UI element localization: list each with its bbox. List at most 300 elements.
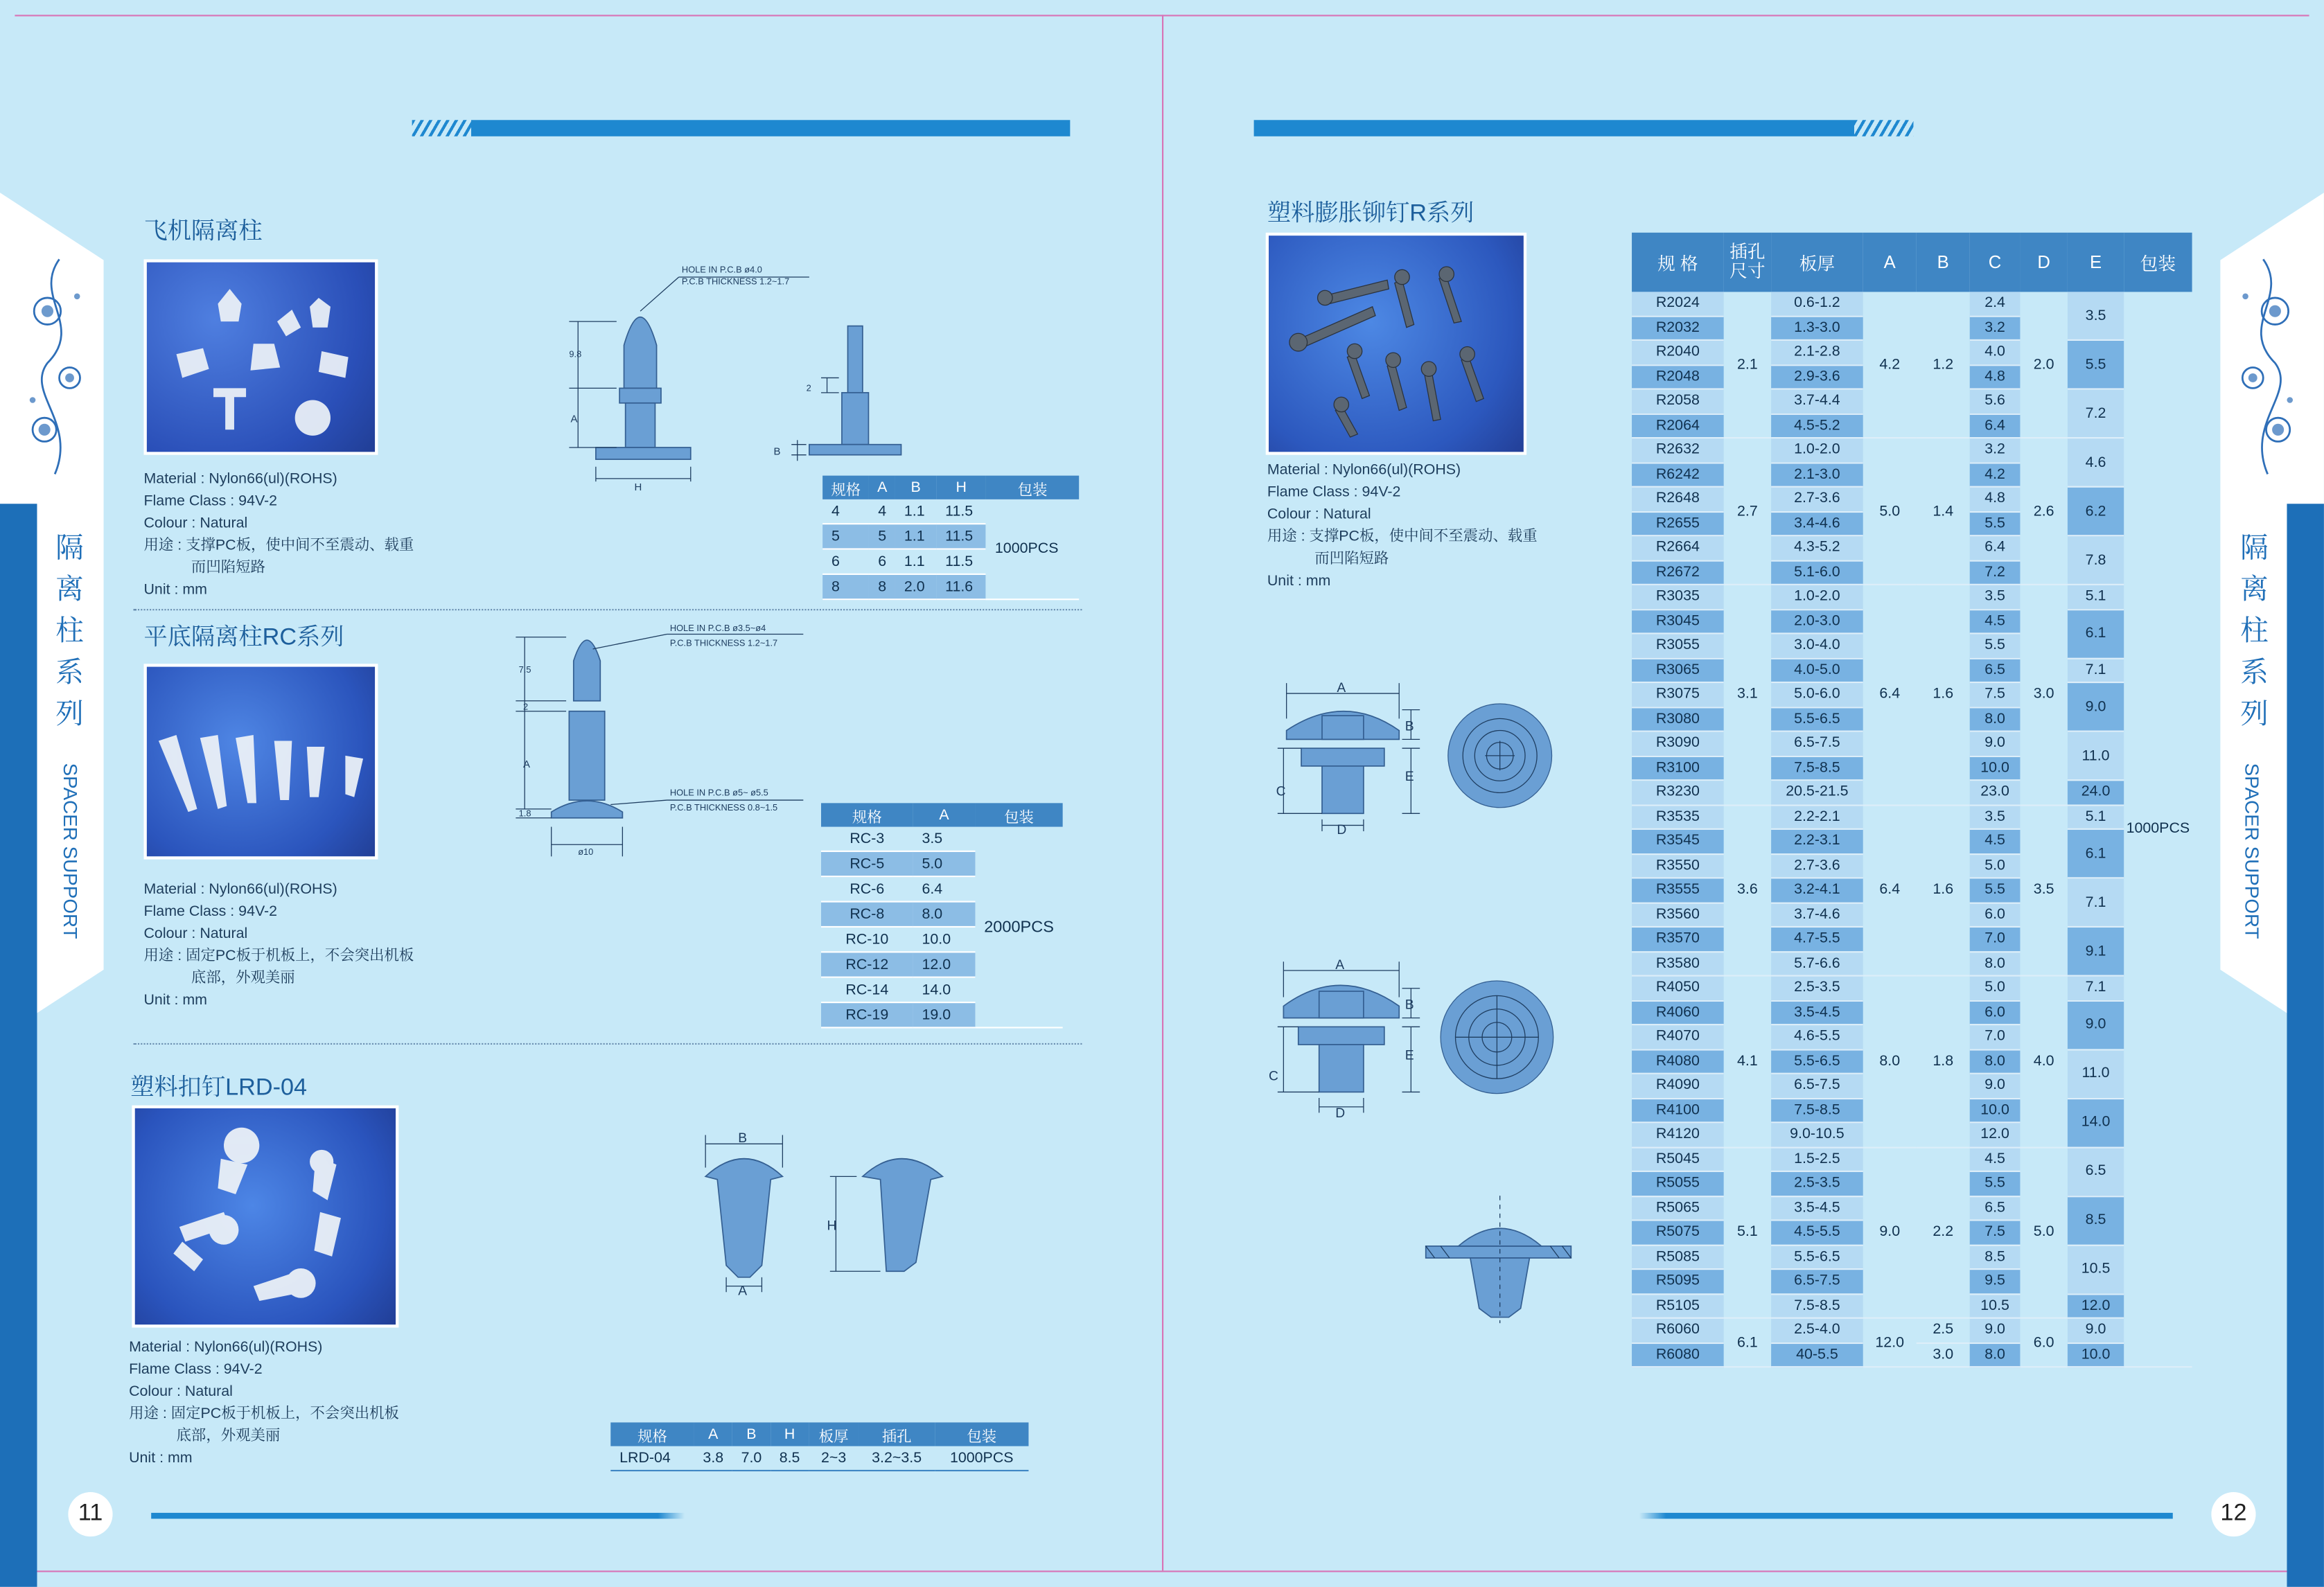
- e-cell: 7.1: [2068, 976, 2124, 1000]
- left-side-title-cn: 隔 离 柱 系 列: [55, 531, 84, 731]
- c-cell: 10.5: [1970, 1293, 2021, 1318]
- hole-size-cell: 2.7: [1724, 438, 1771, 585]
- rivet-code-cell: R3080: [1632, 707, 1724, 731]
- d-cell: 3.5: [2020, 804, 2067, 975]
- e-cell: 5.1: [2068, 804, 2124, 828]
- rivet-code-cell: R3545: [1632, 829, 1724, 853]
- e-cell: 11.0: [2068, 1049, 2124, 1098]
- rivet-code-cell: R6080: [1632, 1342, 1724, 1367]
- e-cell: 14.0: [2068, 1098, 2124, 1147]
- label-c: C: [1268, 1069, 1278, 1084]
- cell: 11.6: [936, 574, 986, 599]
- rivet-code-cell: R2058: [1632, 389, 1724, 413]
- d-cell: 4.0: [2020, 976, 2067, 1147]
- label-d: D: [1337, 823, 1347, 837]
- spec-list-lrd04: Material : Nylon66(ul)(ROHS) Flame Class : 94V-2 Colour : Natural 用途 : 固定PC板于机板上，不会突出机板 底部，外观美丽 Unit : mm: [129, 1339, 399, 1467]
- table-row: [1632, 804, 2192, 828]
- e-cell: 6.1: [2068, 829, 2124, 878]
- cell: RC-12: [821, 952, 913, 977]
- thickness-cell: 2.2-3.1: [1771, 829, 1863, 853]
- cell: 2~3: [809, 1446, 859, 1471]
- rivet-code-cell: R3045: [1632, 609, 1724, 633]
- th-a: A: [1863, 233, 1917, 292]
- cell: 3.2~3.5: [859, 1446, 935, 1471]
- table-row: [610, 1446, 1028, 1471]
- label-b: B: [1405, 719, 1414, 734]
- cell: 6.4: [913, 876, 976, 901]
- thickness-cell: 2.1-2.8: [1771, 340, 1863, 364]
- drawing-rivet-installed: [1420, 1193, 1583, 1327]
- table-row: [1632, 1318, 2192, 1342]
- c-cell: 5.5: [1970, 633, 2021, 657]
- c-cell: 7.0: [1970, 1025, 2021, 1049]
- c-cell: 6.0: [1970, 903, 2021, 927]
- label-dim-h: H: [634, 481, 642, 494]
- cell: LRD-04: [610, 1446, 694, 1471]
- rivet-code-cell: R5065: [1632, 1196, 1724, 1220]
- table-row: [1632, 585, 2192, 609]
- section-title-airplane-spacer: 飞机隔离柱: [143, 219, 263, 245]
- label-thickness-2: P.C.B THICKNESS 0.8~1.5: [669, 802, 778, 813]
- c-cell: 9.0: [1970, 1074, 2021, 1098]
- rivet-code-cell: R2032: [1632, 316, 1724, 340]
- rivet-code-cell: R4090: [1632, 1074, 1724, 1098]
- top-band-left: [412, 120, 1071, 136]
- rivet-code-cell: R4100: [1632, 1098, 1724, 1122]
- th-b: B: [895, 476, 936, 499]
- c-cell: 4.8: [1970, 487, 2021, 511]
- a-cell: 8.0: [1863, 976, 1917, 1147]
- b-cell: 1.6: [1917, 804, 1970, 975]
- cell: 12.0: [913, 952, 976, 977]
- table-row: [821, 827, 1063, 851]
- cell: 8.5: [771, 1446, 809, 1471]
- drawing-rivet-variant-2: [1262, 952, 1559, 1123]
- thickness-cell: 7.5-8.5: [1771, 1098, 1863, 1122]
- cell: 1000PCS: [935, 1446, 1028, 1471]
- a-cell: 9.0: [1863, 1147, 1917, 1318]
- d-cell: 2.0: [2020, 292, 2067, 438]
- hole-size-cell: 5.1: [1724, 1147, 1771, 1318]
- thickness-cell: 4.3-5.2: [1771, 535, 1863, 560]
- th-b: B: [1917, 233, 1970, 292]
- c-cell: 5.5: [1970, 1171, 2021, 1196]
- th-pack: 包装: [935, 1422, 1028, 1446]
- th-a: A: [913, 803, 976, 826]
- rivet-code-cell: R2040: [1632, 340, 1724, 364]
- label-dim-a: A: [570, 413, 578, 425]
- section-title-rivet-r-series: 塑料膨胀铆钉R系列: [1267, 201, 1474, 227]
- label-thickness: P.C.B THICKNESS 1.2~1.7: [681, 276, 790, 287]
- cell: RC-3: [821, 827, 913, 851]
- th-hole: 插孔: [859, 1422, 935, 1446]
- label-e: E: [1405, 1048, 1414, 1063]
- c-cell: 9.0: [1970, 732, 2021, 756]
- e-cell: 9.0: [2068, 1000, 2124, 1049]
- th-d: D: [2020, 233, 2067, 292]
- rivet-code-cell: R2632: [1632, 438, 1724, 462]
- thickness-cell: 1.5-2.5: [1771, 1147, 1863, 1171]
- cell: 5.0: [913, 851, 976, 876]
- thickness-cell: 4.5-5.2: [1771, 414, 1863, 438]
- rivet-code-cell: R2672: [1632, 560, 1724, 585]
- rivet-code-cell: R3535: [1632, 804, 1724, 828]
- spec-table-lrd04: [610, 1422, 1028, 1471]
- thickness-cell: 3.0-4.0: [1771, 633, 1863, 657]
- label-dim-dia10: ø10: [578, 846, 594, 858]
- label-dim-7-5: 7.5: [518, 664, 531, 675]
- cell: 19.0: [913, 1002, 976, 1027]
- pack-cell: 1000PCS: [986, 499, 1079, 599]
- d-cell: 2.6: [2020, 438, 2067, 585]
- cell: 3.5: [913, 827, 976, 851]
- cell: 1.1: [895, 524, 936, 549]
- label-hole-1: HOLE IN P.C.B ø3.5~ø4: [669, 623, 766, 634]
- cell: 8.0: [913, 902, 976, 927]
- d-cell: 5.0: [2020, 1147, 2067, 1318]
- cell: 14.0: [913, 977, 976, 1002]
- a-cell: 6.4: [1863, 585, 1917, 805]
- cell: RC-10: [821, 927, 913, 952]
- th-a: A: [694, 1422, 732, 1446]
- thickness-cell: 0.6-1.2: [1771, 292, 1863, 315]
- c-cell: 5.0: [1970, 976, 2021, 1000]
- label-b: B: [1405, 998, 1414, 1013]
- cell: 11.5: [936, 549, 986, 574]
- thickness-cell: 3.7-4.4: [1771, 389, 1863, 413]
- c-cell: 9.5: [1970, 1269, 2021, 1293]
- th-pack: 包装: [986, 476, 1079, 499]
- th-b: B: [732, 1422, 771, 1446]
- rivet-code-cell: R3560: [1632, 903, 1724, 927]
- rivet-code-cell: R3580: [1632, 951, 1724, 975]
- section-divider-2: [134, 1043, 1082, 1045]
- rivet-code-cell: R3055: [1632, 633, 1724, 657]
- cell: RC-6: [821, 876, 913, 901]
- th-pack: 包装: [2124, 233, 2192, 292]
- left-side-blue-strip: [0, 504, 37, 1587]
- th-spec: 规 格: [1632, 233, 1724, 292]
- cell: 8: [869, 574, 895, 599]
- hole-size-cell: 6.1: [1724, 1318, 1771, 1367]
- thickness-cell: 3.4-4.6: [1771, 511, 1863, 535]
- cell: 1.1: [895, 499, 936, 524]
- thickness-cell: 5.0-6.0: [1771, 682, 1863, 707]
- rivet-code-cell: R3100: [1632, 756, 1724, 780]
- thickness-cell: 4.7-5.5: [1771, 927, 1863, 951]
- rivet-code-cell: R4120: [1632, 1122, 1724, 1146]
- rivet-code-cell: R3570: [1632, 927, 1724, 951]
- hole-size-cell: 3.1: [1724, 585, 1771, 805]
- label-dim-2: 2: [806, 382, 811, 393]
- cell: 7.0: [732, 1446, 771, 1471]
- d-cell: 6.0: [2020, 1318, 2067, 1367]
- rivet-code-cell: R3555: [1632, 878, 1724, 902]
- e-cell: 9.1: [2068, 927, 2124, 976]
- e-cell: 7.8: [2068, 535, 2124, 585]
- rivet-code-cell: R4070: [1632, 1025, 1724, 1049]
- c-cell: 5.6: [1970, 389, 2021, 413]
- cell: 2.0: [895, 574, 936, 599]
- th-e: E: [2068, 233, 2124, 292]
- rivet-code-cell: R4050: [1632, 976, 1724, 1000]
- thickness-cell: 3.7-4.6: [1771, 903, 1863, 927]
- cell: 8: [822, 574, 869, 599]
- b-cell: 2.2: [1917, 1147, 1970, 1318]
- section-title-lrd04: 塑料扣钉LRD-04: [130, 1075, 308, 1101]
- drawing-airplane-spacer: [557, 259, 913, 496]
- top-band-right: [1254, 120, 1914, 136]
- table-row: [1632, 292, 2192, 315]
- label-a: A: [1335, 957, 1345, 973]
- b-cell: 1.6: [1917, 585, 1970, 805]
- label-hole: HOLE IN P.C.B ø4.0: [681, 264, 762, 275]
- c-cell: 3.2: [1970, 438, 2021, 462]
- c-cell: 7.0: [1970, 927, 2021, 951]
- thickness-cell: 2.5-3.5: [1771, 1171, 1863, 1196]
- spec-table-rivet-r-series: [1632, 233, 2192, 1367]
- thickness-cell: 1.0-2.0: [1771, 438, 1863, 462]
- c-cell: 6.5: [1970, 658, 2021, 682]
- c-cell: 8.0: [1970, 1049, 2021, 1073]
- th-thickness: 板厚: [809, 1422, 859, 1446]
- cell: 5: [869, 524, 895, 549]
- c-cell: 4.5: [1970, 1147, 2021, 1171]
- thickness-cell: 2.9-3.6: [1771, 364, 1863, 389]
- cell: RC-5: [821, 851, 913, 876]
- rivet-code-cell: R2064: [1632, 414, 1724, 438]
- cell: 4: [822, 499, 869, 524]
- cell: RC-19: [821, 1002, 913, 1027]
- table-row: [1632, 976, 2192, 1000]
- thickness-cell: 5.5-6.5: [1771, 1049, 1863, 1073]
- left-side-title-en: SPACER SUPPORT: [59, 763, 82, 939]
- thickness-cell: 7.5-8.5: [1771, 756, 1863, 780]
- e-cell: 3.5: [2068, 292, 2124, 340]
- table-row: [1632, 438, 2192, 462]
- cell: 6: [822, 549, 869, 574]
- rivet-code-cell: R6242: [1632, 462, 1724, 486]
- thickness-cell: 5.7-6.6: [1771, 951, 1863, 975]
- c-cell: 8.0: [1970, 707, 2021, 731]
- thickness-cell: 2.5-3.5: [1771, 976, 1863, 1000]
- rivet-code-cell: R4080: [1632, 1049, 1724, 1073]
- page-number-left: 11: [68, 1492, 112, 1536]
- c-cell: 4.8: [1970, 364, 2021, 389]
- rivet-code-cell: R2024: [1632, 292, 1724, 315]
- thickness-cell: 3.5-4.5: [1771, 1196, 1863, 1220]
- thickness-cell: 5.5-6.5: [1771, 1245, 1863, 1269]
- th-spec: 规格: [821, 803, 913, 826]
- section-title-rc-spacer: 平底隔离柱RC系列: [143, 625, 344, 651]
- thickness-cell: 5.1-6.0: [1771, 560, 1863, 585]
- rivet-code-cell: R3065: [1632, 658, 1724, 682]
- rivet-code-cell: R5105: [1632, 1293, 1724, 1318]
- right-side-blue-strip: [2287, 504, 2323, 1587]
- thickness-cell: 6.5-7.5: [1771, 1269, 1863, 1293]
- page-number-right: 12: [2211, 1492, 2255, 1536]
- rivet-code-cell: R2048: [1632, 364, 1724, 389]
- e-cell: 7.1: [2068, 878, 2124, 927]
- rivet-code-cell: R2664: [1632, 535, 1724, 560]
- e-cell: 8.5: [2068, 1196, 2124, 1245]
- table-row: [1632, 1147, 2192, 1171]
- hole-size-cell: 2.1: [1724, 292, 1771, 438]
- label-a: A: [738, 1284, 748, 1299]
- c-cell: 6.4: [1970, 535, 2021, 560]
- th-pack: 包装: [975, 803, 1062, 826]
- thickness-cell: 4.6-5.5: [1771, 1025, 1863, 1049]
- e-cell: 11.0: [2068, 732, 2124, 781]
- right-side-title-cn: 隔 离 柱 系 列: [2240, 531, 2269, 731]
- c-cell: 8.5: [1970, 1245, 2021, 1269]
- thickness-cell: 2.5-4.0: [1771, 1318, 1863, 1342]
- table-row: [822, 499, 1079, 524]
- floral-ornament-right: [2224, 252, 2305, 489]
- footer-bar-right: [1639, 1513, 2173, 1519]
- rivet-code-cell: R3230: [1632, 780, 1724, 804]
- thickness-cell: 20.5-21.5: [1771, 780, 1863, 804]
- e-cell: 7.1: [2068, 658, 2124, 682]
- center-fold-line: [1162, 15, 1163, 1570]
- label-b: B: [738, 1131, 748, 1146]
- floral-ornament-left: [18, 252, 100, 489]
- thickness-cell: 3.5-4.5: [1771, 1000, 1863, 1025]
- label-thickness-1: P.C.B THICKNESS 1.2~1.7: [669, 637, 778, 648]
- thickness-cell: 6.5-7.5: [1771, 1074, 1863, 1098]
- th-spec: 规格: [822, 476, 869, 499]
- c-cell: 3.5: [1970, 804, 2021, 828]
- cell: 5: [822, 524, 869, 549]
- c-cell: 6.5: [1970, 1196, 2021, 1220]
- label-hole-2: HOLE IN P.C.B ø5~ ø5.5: [669, 787, 768, 798]
- c-cell: 2.4: [1970, 292, 2021, 315]
- rivet-code-cell: R3550: [1632, 853, 1724, 878]
- th-a: A: [869, 476, 895, 499]
- label-d: D: [1335, 1106, 1346, 1121]
- label-a: A: [1337, 680, 1346, 695]
- label-dim-9-8: 9.8: [569, 348, 582, 360]
- cell: 4: [869, 499, 895, 524]
- e-cell: 5.1: [2068, 585, 2124, 609]
- product-photo-airplane-spacer: [143, 259, 378, 454]
- thickness-cell: 4.5-5.5: [1771, 1220, 1863, 1244]
- thickness-cell: 2.7-3.6: [1771, 853, 1863, 878]
- spec-list-rc-spacer: Material : Nylon66(ul)(ROHS) Flame Class : 94V-2 Colour : Natural 用途 : 固定PC板于机板上，不会突出机板 底部，外观美丽 Unit : mm: [143, 881, 414, 1009]
- e-cell: 5.5: [2068, 340, 2124, 389]
- thickness-cell: 3.2-4.1: [1771, 878, 1863, 902]
- cell: 10.0: [913, 927, 976, 952]
- b-cell: 1.2: [1917, 292, 1970, 438]
- c-cell: 3.5: [1970, 585, 2021, 609]
- label-dim-a: A: [523, 759, 531, 771]
- thickness-cell: 6.5-7.5: [1771, 732, 1863, 756]
- e-cell: 24.0: [2068, 780, 2124, 804]
- thickness-cell: 2.0-3.0: [1771, 609, 1863, 633]
- c-cell: 4.2: [1970, 462, 2021, 486]
- a-cell: 6.4: [1863, 804, 1917, 975]
- thickness-cell: 9.0-10.5: [1771, 1122, 1863, 1146]
- cell: RC-14: [821, 977, 913, 1002]
- cell: 11.5: [936, 524, 986, 549]
- c-cell: 8.0: [1970, 1342, 2021, 1367]
- drawing-rivet-variant-1: [1262, 674, 1559, 837]
- rivet-code-cell: R4060: [1632, 1000, 1724, 1025]
- th-c: C: [1970, 233, 2021, 292]
- d-cell: 3.0: [2020, 585, 2067, 805]
- thickness-cell: 2.7-3.6: [1771, 487, 1863, 511]
- c-cell: 3.2: [1970, 316, 2021, 340]
- c-cell: 9.0: [1970, 1318, 2021, 1342]
- th-spec: 规格: [610, 1422, 694, 1446]
- pack-cell: 1000PCS: [2124, 292, 2192, 1367]
- rivet-code-cell: R3090: [1632, 732, 1724, 756]
- c-cell: 6.4: [1970, 414, 2021, 438]
- th-thickness: 板厚: [1771, 233, 1863, 292]
- drawing-lrd04: [694, 1129, 990, 1300]
- c-cell: 8.0: [1970, 951, 2021, 975]
- c-cell: 12.0: [1970, 1122, 2021, 1146]
- label-h: H: [827, 1218, 837, 1234]
- thickness-cell: 1.0-2.0: [1771, 585, 1863, 609]
- product-photo-lrd04: [132, 1106, 398, 1328]
- thickness-cell: 40-5.5: [1771, 1342, 1863, 1367]
- th-hole-size: 插孔尺寸: [1724, 233, 1771, 292]
- rivet-code-cell: R5095: [1632, 1269, 1724, 1293]
- a-cell: 4.2: [1863, 292, 1917, 438]
- cell: 1.1: [895, 549, 936, 574]
- c-cell: 10.0: [1970, 756, 2021, 780]
- c-cell: 4.5: [1970, 829, 2021, 853]
- hole-size-cell: 3.6: [1724, 804, 1771, 975]
- rivet-code-cell: R2655: [1632, 511, 1724, 535]
- spec-table-rc-spacer: [821, 803, 1063, 1028]
- e-cell: 6.2: [2068, 487, 2124, 536]
- label-e: E: [1405, 770, 1414, 785]
- right-side-title-en: SPACER SUPPORT: [2241, 763, 2264, 939]
- product-photo-rc-spacer: [143, 664, 378, 859]
- e-cell: 9.0: [2068, 682, 2124, 732]
- label-c: C: [1276, 784, 1286, 799]
- rivet-code-cell: R5045: [1632, 1147, 1724, 1171]
- drawing-rc-spacer: [507, 619, 818, 864]
- thickness-cell: 2.2-2.1: [1771, 804, 1863, 828]
- c-cell: 4.5: [1970, 609, 2021, 633]
- e-cell: 12.0: [2068, 1293, 2124, 1318]
- e-cell: 6.5: [2068, 1147, 2124, 1196]
- hole-size-cell: 4.1: [1724, 976, 1771, 1147]
- section-divider-1: [134, 609, 1082, 610]
- b-cell: 3.0: [1917, 1342, 1970, 1367]
- pack-cell: 2000PCS: [975, 827, 1062, 1028]
- e-cell: 6.1: [2068, 609, 2124, 658]
- label-dim-2: 2: [523, 701, 529, 712]
- thickness-cell: 4.0-5.0: [1771, 658, 1863, 682]
- cell: 11.5: [936, 499, 986, 524]
- th-h: H: [771, 1422, 809, 1446]
- e-cell: 10.5: [2068, 1245, 2124, 1294]
- c-cell: 7.2: [1970, 560, 2021, 585]
- cell: 6: [869, 549, 895, 574]
- th-h: H: [936, 476, 986, 499]
- c-cell: 5.0: [1970, 853, 2021, 878]
- spec-table-airplane-spacer: [822, 476, 1079, 601]
- spec-list-airplane-spacer: Material : Nylon66(ul)(ROHS) Flame Class : 94V-2 Colour : Natural 用途 : 支撑PC板，使中间不至震动、载重 而凹陷短路 Unit : mm: [143, 471, 414, 599]
- b-cell: 1.8: [1917, 976, 1970, 1147]
- rivet-code-cell: R6060: [1632, 1318, 1724, 1342]
- page-border-bottom: [15, 1570, 2309, 1572]
- c-cell: 6.0: [1970, 1000, 2021, 1025]
